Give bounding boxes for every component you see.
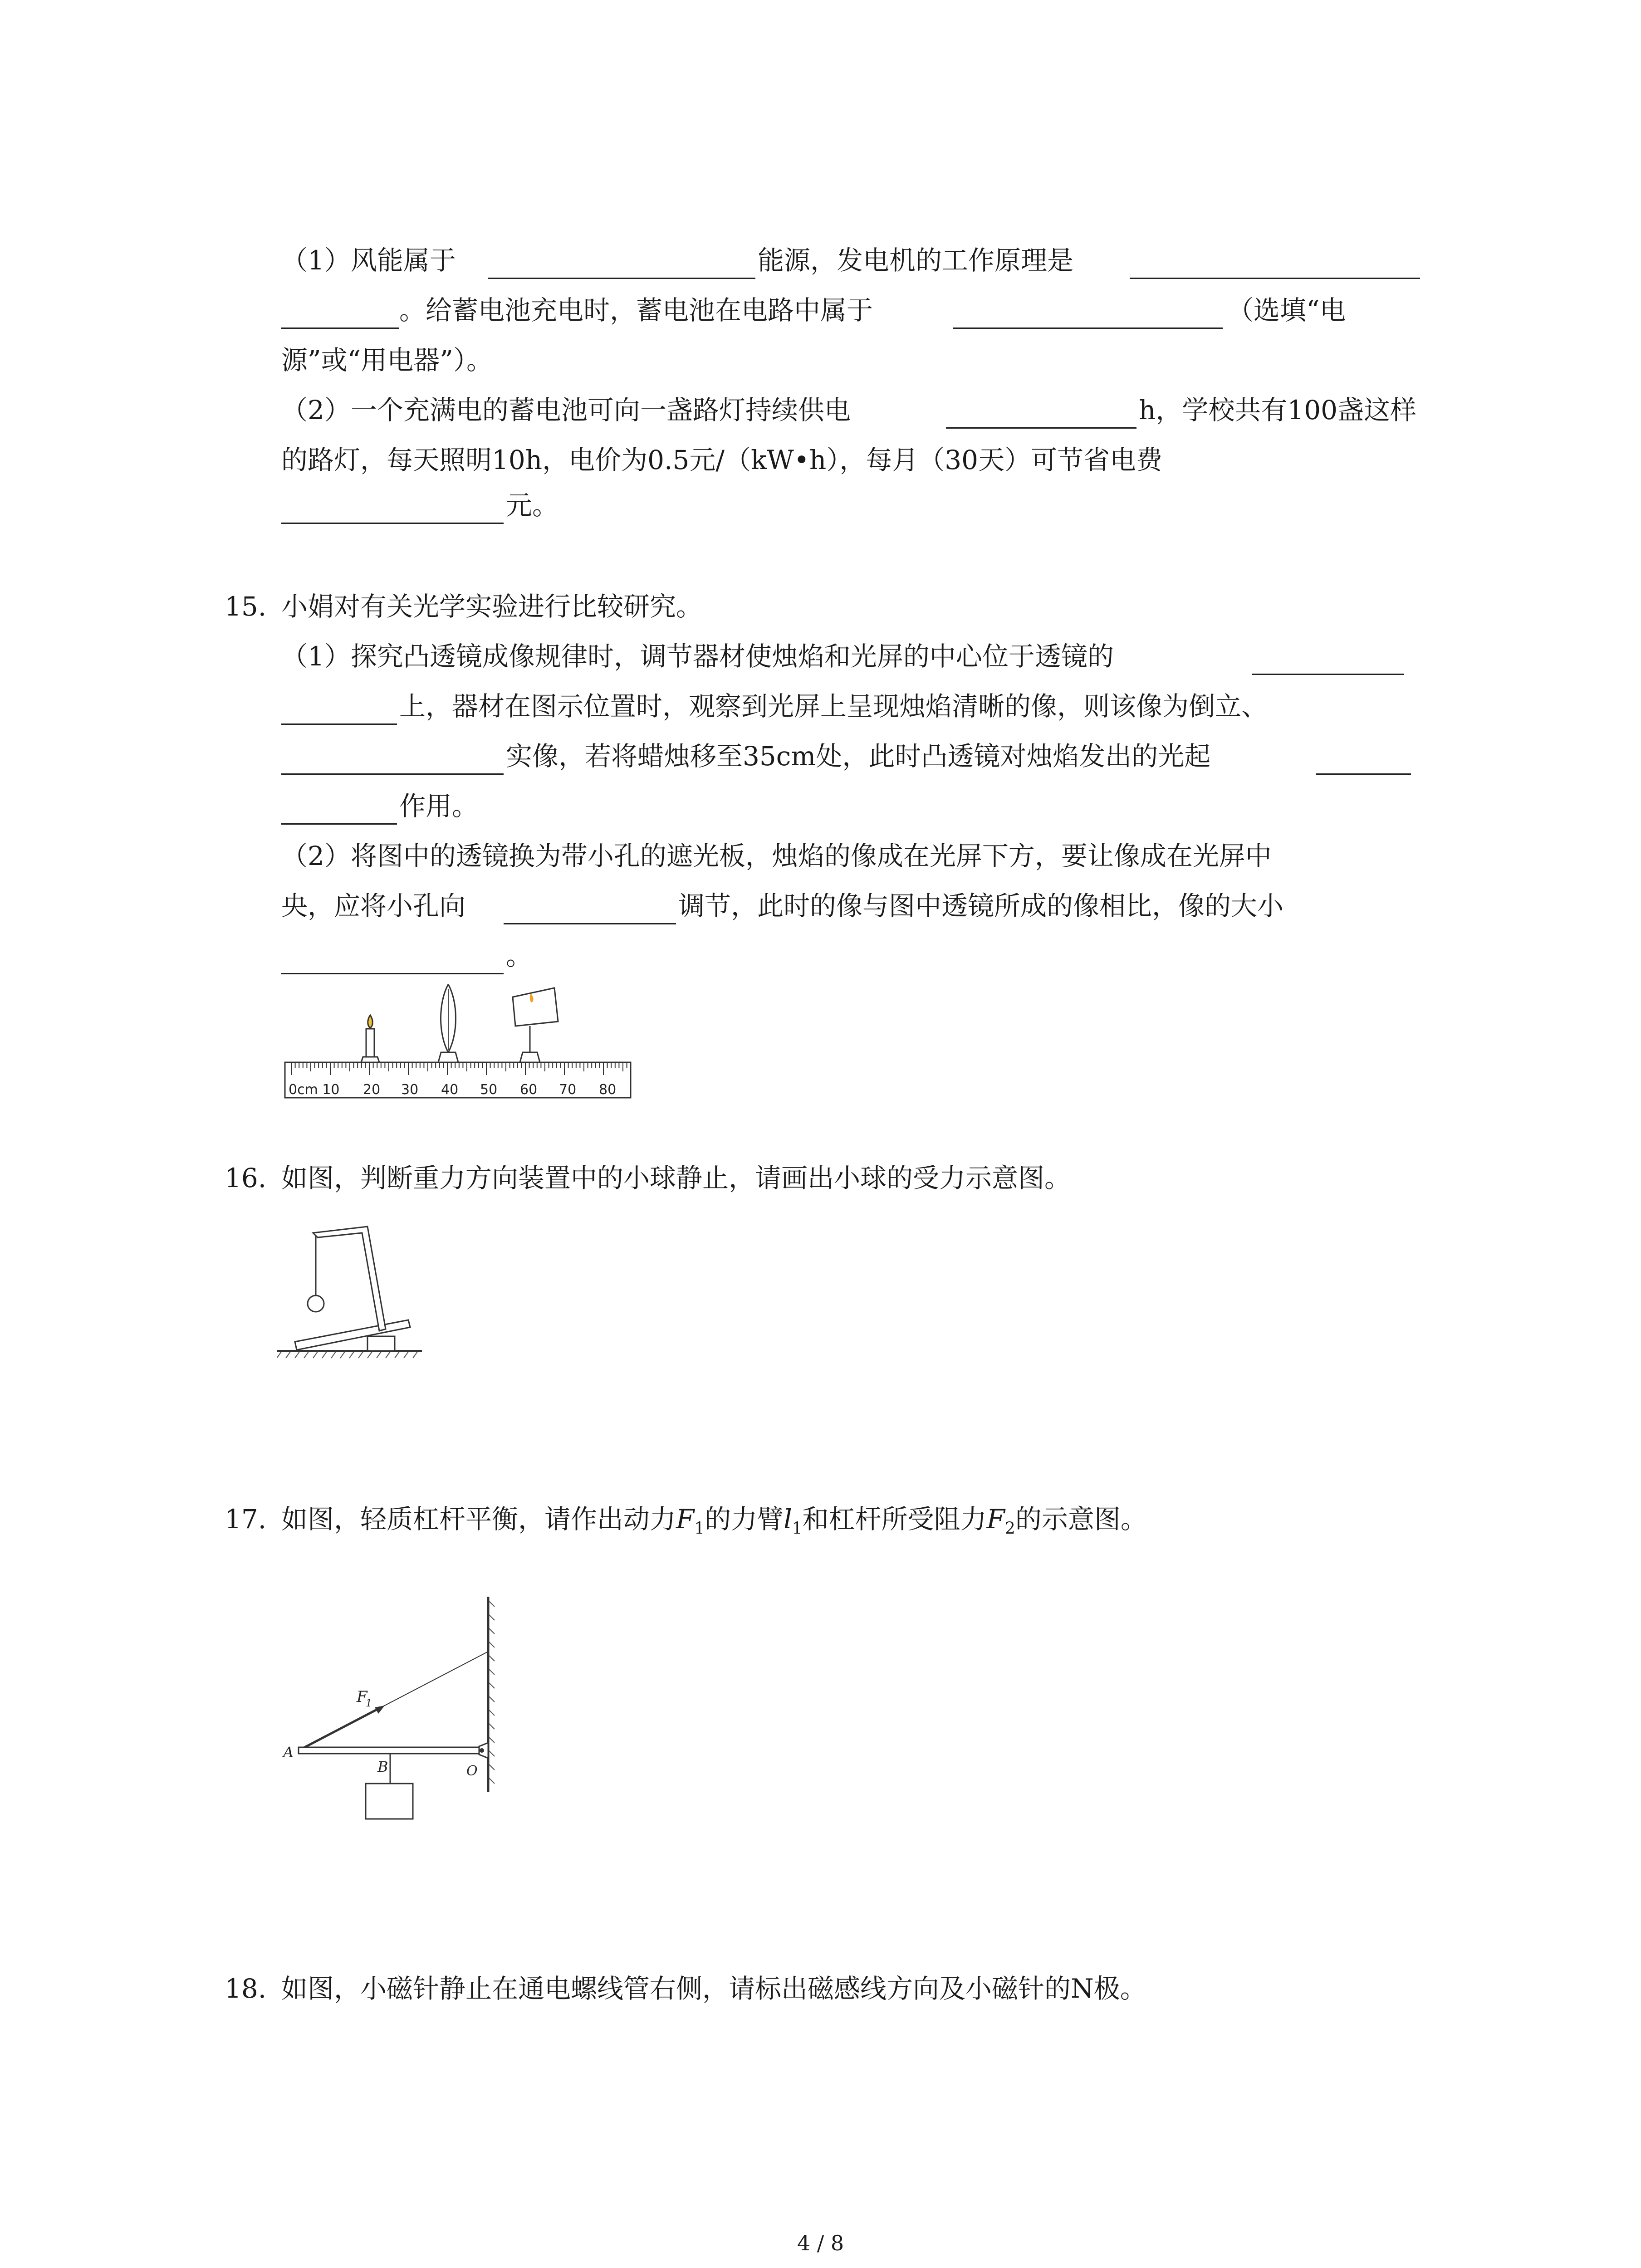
q14-p1-line1-b: 能源，发电机的工作原理是: [758, 245, 1074, 276]
q15-p2-line2-a: 央，应将小孔向: [281, 890, 466, 921]
q14-blank-hours[interactable]: [946, 427, 1136, 429]
ruler-label-80: 80: [599, 1082, 617, 1098]
q14-blank-energy[interactable]: [488, 278, 755, 279]
q15-p1-line1: （1）探究凸透镜成像规律时，调节器材使烛焰和光屏的中心位于透镜的: [281, 641, 1114, 672]
ruler-label-60: 60: [520, 1082, 538, 1098]
q15-blank-image-compare[interactable]: [281, 973, 504, 974]
weight-block: [366, 1784, 413, 1819]
ruler-label-30: 30: [401, 1082, 419, 1098]
q17-l1-sub: 1: [792, 1519, 803, 1538]
q15-p2-line2-b: 调节，此时的像与图中透镜所成的像相比，像的大小: [678, 890, 1284, 921]
ruler-label-50: 50: [480, 1082, 498, 1098]
q14-p2-line1-b: h，学校共有100盏这样: [1139, 395, 1417, 425]
q17-text-d: 的示意图。: [1015, 1504, 1147, 1535]
ruler-label-70: 70: [559, 1082, 577, 1098]
convex-lens-icon: [438, 984, 458, 1062]
label-F1: F: [357, 1688, 367, 1706]
q17-l1: l: [784, 1504, 792, 1535]
q14-blank-principle-a[interactable]: [1130, 278, 1420, 279]
q15-p2-line1: （2）将图中的透镜换为带小孔的遮光板，烛焰的像成在光屏下方，要让像成在光屏中: [281, 841, 1272, 871]
ruler-label-20: 20: [363, 1082, 381, 1098]
frame: [313, 1227, 386, 1331]
q17-F2: F: [986, 1504, 1005, 1535]
label-B: B: [377, 1758, 388, 1775]
q18-number: 18.: [225, 1973, 267, 2004]
q14-blank-principle-b[interactable]: [281, 327, 399, 329]
q15-p1-line4: 作用。: [399, 791, 479, 821]
label-O: O: [466, 1763, 478, 1779]
q17-text-b: 的力臂: [705, 1504, 784, 1535]
q17-text-c: 和杠杆所受阻力: [802, 1504, 987, 1535]
q16-number: 16.: [225, 1163, 267, 1193]
q15-p2-line3: 。: [506, 940, 533, 971]
q15-blank-effect-a[interactable]: [1316, 773, 1411, 775]
q15-p1-line3-a: 实像，若将蜡烛移至35cm处，此时凸透镜对烛焰发出的光起: [506, 741, 1211, 772]
q14-blank-savings[interactable]: [281, 523, 504, 524]
q14-p1-line1-a: （1）风能属于: [281, 245, 456, 276]
q17-F1: F: [676, 1504, 695, 1535]
lever-figure: [277, 1597, 504, 1833]
light-screen-icon: [513, 988, 558, 1062]
q15-number: 15.: [225, 591, 267, 622]
ruler-label-0: 0cm 10: [289, 1082, 340, 1098]
q15-p1-line2: 上，器材在图示位置时，观察到光屏上呈现烛焰清晰的像，则该像为倒立、: [399, 691, 1268, 722]
q14-p1-line2-a: 。给蓄电池充电时，蓄电池在电路中属于: [399, 295, 873, 326]
ruler-label-40: 40: [441, 1082, 459, 1098]
ball: [308, 1295, 324, 1312]
gravity-direction-figure: [277, 1207, 426, 1365]
q15-blank-axis-b[interactable]: [281, 723, 397, 725]
q14-p1-line2-b: （选填“电: [1227, 295, 1346, 326]
q15-blank-image-size[interactable]: [281, 773, 504, 775]
q14-p2-line2: 的路灯，每天照明10h，电价为0.5元/（kW•h），每月（30天）可节省电费: [281, 445, 1163, 475]
q14-p2-line3: 元。: [506, 490, 559, 521]
q14-blank-battery-role[interactable]: [953, 327, 1223, 329]
q15-blank-hole-direction[interactable]: [504, 923, 676, 924]
candle-icon: [361, 1015, 379, 1062]
q15-blank-axis-a[interactable]: [1252, 674, 1404, 675]
force-F1-arrow: [299, 1708, 379, 1750]
q16-text: 如图，判断重力方向装置中的小球静止，请画出小球的受力示意图。: [281, 1163, 1071, 1193]
q18-text: 如图，小磁针静止在通电螺线管右侧，请标出磁感线方向及小磁针的N极。: [281, 1973, 1146, 2004]
q17-text-a: 如图，轻质杠杆平衡，请作出动力: [281, 1504, 676, 1535]
q15-blank-effect-b[interactable]: [281, 823, 397, 825]
q17-text: [281, 1506, 1147, 1537]
q14-p2-line1-a: （2）一个充满电的蓄电池可向一盏路灯持续供电: [281, 395, 851, 425]
q17-F1-sub: 1: [694, 1519, 705, 1538]
q14-p1-line3: 源”或“用电器”）。: [281, 345, 493, 376]
lever-bar: [299, 1747, 480, 1754]
label-F1-sub: 1: [366, 1698, 372, 1709]
page-number: 4 / 8: [797, 2231, 844, 2255]
q15-title: 小娟对有关光学实验进行比较研究。: [281, 591, 703, 622]
label-A: A: [283, 1744, 294, 1761]
optical-bench-figure: [281, 984, 635, 1102]
q17-F2-sub: 2: [1004, 1519, 1015, 1538]
q17-number: 17.: [225, 1504, 267, 1535]
